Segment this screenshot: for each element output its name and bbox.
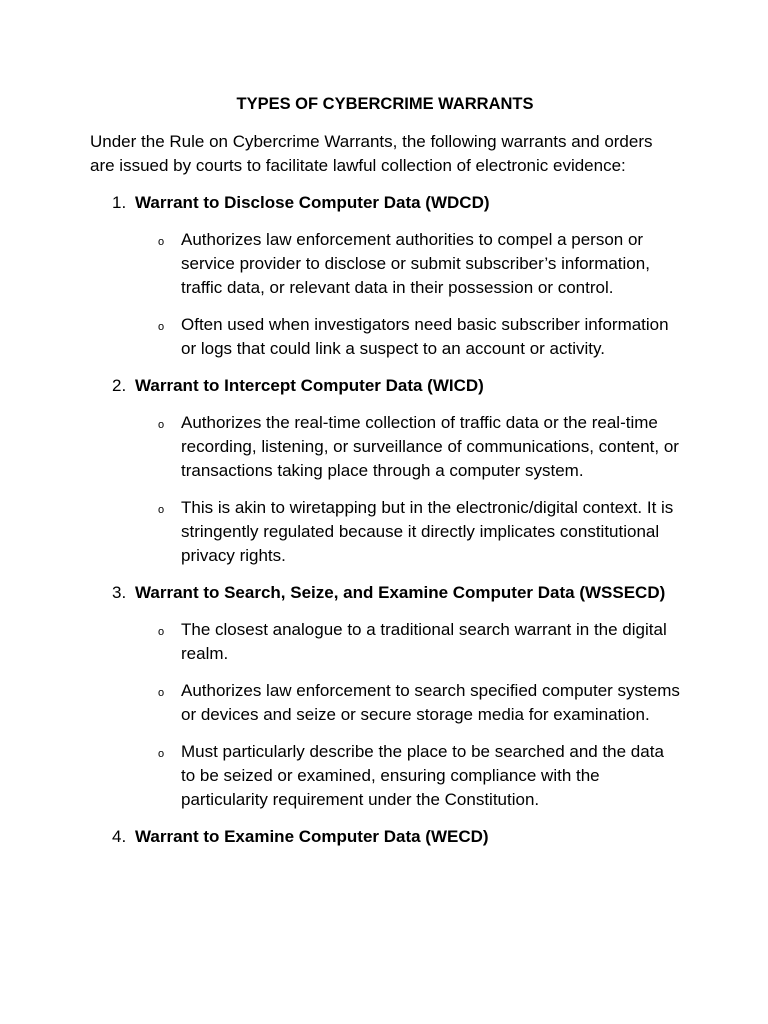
bullet-item [90, 228, 680, 300]
warrant-title: Warrant to Intercept Computer Data (WICD) [135, 376, 484, 395]
bullet-item [90, 618, 680, 666]
bullet-text: Must particularly describe the place to be searched and the data to be seized or examined, ensuring compliance with the particularity requirement under the Constitution. [181, 742, 664, 809]
bullet-text: This is akin to wiretapping but in the electronic/digital context. It is stringently regulated because it directly implicates constitutional privacy rights. [181, 498, 674, 565]
document-page [90, 92, 680, 862]
document-title: TYPES OF CYBERCRIME WARRANTS [236, 95, 534, 113]
bullet-icon: o [158, 236, 165, 248]
bullet-icon: o [158, 626, 165, 638]
warrant-title: Warrant to Disclose Computer Data (WDCD) [135, 193, 490, 212]
bullet-list [90, 411, 680, 568]
bullet-icon: o [158, 504, 165, 516]
warrant-title: Warrant to Search, Seize, and Examine Computer Data (WSSECD) [135, 583, 666, 602]
bullet-item [90, 411, 680, 483]
warrant-item [90, 825, 680, 849]
bullet-item [90, 313, 680, 361]
bullet-icon: o [158, 321, 165, 333]
warrant-heading [90, 191, 680, 215]
bullet-item [90, 679, 680, 727]
warrant-heading [90, 374, 680, 398]
bullet-text: Authorizes law enforcement to search specified computer systems or devices and seize or secure storage media for examination. [181, 681, 680, 724]
list-number: 3. [112, 583, 127, 602]
list-number: 4. [112, 827, 127, 846]
warrant-heading [90, 581, 680, 605]
bullet-icon: o [158, 419, 165, 431]
bullet-item [90, 496, 680, 568]
warrant-item [90, 191, 680, 361]
bullet-icon: o [158, 748, 165, 760]
bullet-item [90, 740, 680, 812]
bullet-text: Often used when investigators need basic subscriber information or logs that could link a suspect to an account or activity. [181, 315, 669, 358]
bullet-text: Authorizes the real-time collection of traffic data or the real-time recording, listening, or surveillance of communications, content, or transactions taking place through a computer system. [181, 413, 679, 480]
warrant-item [90, 581, 680, 812]
bullet-list [90, 228, 680, 361]
warrant-heading [90, 825, 680, 849]
list-number: 2. [112, 376, 127, 395]
warrant-item [90, 374, 680, 568]
warrant-title: Warrant to Examine Computer Data (WECD) [135, 827, 489, 846]
bullet-list [90, 618, 680, 812]
bullet-text: Authorizes law enforcement authorities to compel a person or service provider to disclose or submit subscriber’s information, traffic data, or relevant data in their possession or control. [181, 230, 650, 297]
bullet-icon: o [158, 687, 165, 699]
intro-paragraph: Under the Rule on Cybercrime Warrants, the following warrants and orders are issued by courts to facilitate lawful collection of electronic evidence: [90, 132, 653, 175]
bullet-text: The closest analogue to a traditional search warrant in the digital realm. [181, 620, 667, 663]
list-number: 1. [112, 193, 127, 212]
